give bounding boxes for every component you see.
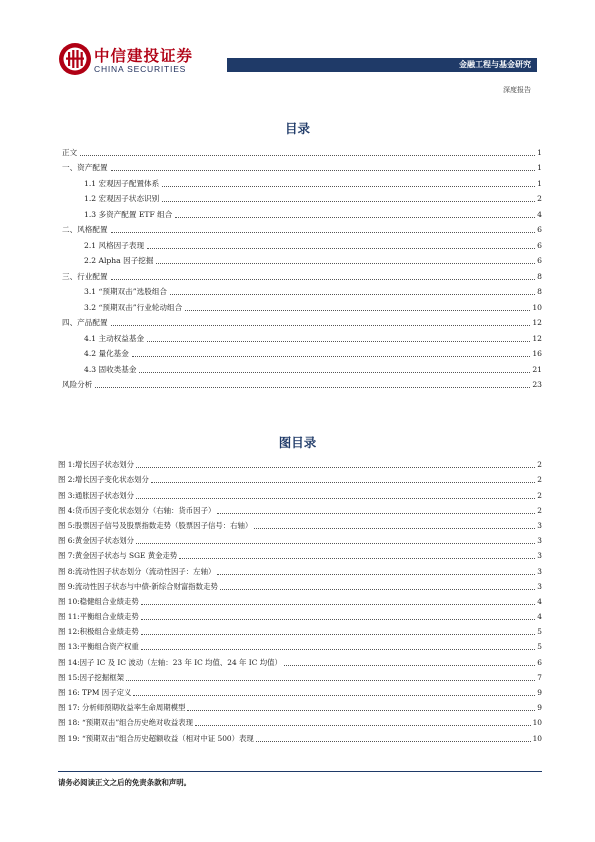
- figure-index-entry-page: 7: [537, 672, 542, 682]
- toc-entry[interactable]: [62, 189, 542, 205]
- dot-leader: [147, 248, 535, 249]
- toc-entry-page: 21: [532, 364, 542, 374]
- toc-entry[interactable]: [62, 375, 542, 391]
- figure-index-entry-page: 10: [532, 718, 542, 728]
- toc-entry-page: 6: [537, 256, 542, 265]
- toc-entry-page: 12: [532, 333, 542, 343]
- toc-entry[interactable]: [62, 297, 542, 313]
- figure-index-entry-label: 图 15:因子挖掘框架: [58, 672, 124, 682]
- toc-entry-page: 10: [532, 302, 542, 312]
- figure-index-entry[interactable]: [58, 637, 542, 652]
- dot-leader: [136, 543, 535, 544]
- dot-leader: [175, 217, 535, 218]
- dot-leader: [185, 310, 530, 311]
- figure-index-entry[interactable]: [58, 577, 542, 592]
- figure-index-entry[interactable]: [58, 668, 542, 683]
- figure-index-entry-page: 2: [537, 460, 542, 470]
- figure-index-entry-page: 2: [537, 505, 542, 515]
- toc-entry-label: 1.2 宏观因子状态识别: [84, 194, 160, 203]
- department-banner-label: 金融工程与基金研究: [459, 60, 531, 69]
- dot-leader: [195, 725, 531, 726]
- toc-entry-label: 3.2 “预期双击”行业轮动组合: [84, 302, 183, 312]
- toc-entry-page: 1: [537, 163, 542, 172]
- figure-index: [58, 455, 542, 744]
- figure-index-entry-page: 6: [537, 657, 542, 667]
- figure-index-entry-page: 10: [532, 733, 542, 743]
- toc-entry-page: 8: [537, 271, 542, 281]
- dot-leader: [220, 589, 535, 590]
- toc-entry[interactable]: [62, 142, 542, 158]
- dot-leader: [151, 482, 535, 483]
- toc-entry[interactable]: [62, 158, 542, 174]
- figure-index-entry-page: 9: [537, 688, 542, 697]
- toc-entry[interactable]: [62, 235, 542, 251]
- figure-index-entry-label: 图 2:增长因子变化状态划分: [58, 475, 149, 485]
- figure-index-entry[interactable]: [58, 470, 542, 485]
- figure-index-entry-page: 3: [537, 581, 542, 591]
- toc-entry[interactable]: [62, 266, 542, 282]
- toc-title: 目录: [284, 121, 310, 136]
- toc-entry-page: 1: [537, 147, 542, 157]
- toc-entry[interactable]: [62, 204, 542, 220]
- brand-name-chinese: 中信建投证券: [94, 47, 194, 65]
- toc-entry-label: 三、行业配置: [62, 271, 108, 281]
- figure-index-entry-label: 图 7:黄金因子状态与 SGE 黄金走势: [58, 551, 178, 561]
- toc-entry[interactable]: [62, 328, 542, 344]
- figure-index-entry-page: 2: [537, 475, 542, 485]
- figure-index-entry-page: 4: [537, 612, 542, 622]
- toc-entry-page: 4: [537, 209, 542, 219]
- dot-leader: [217, 574, 535, 575]
- toc-entry-label: 二、风格配置: [62, 225, 108, 234]
- dot-leader: [136, 467, 535, 468]
- dot-leader: [95, 387, 530, 388]
- dot-leader: [162, 201, 535, 202]
- dot-leader: [141, 634, 536, 635]
- toc-entry-label: 一、资产配置: [62, 163, 108, 172]
- figure-index-entry-label: 图 9:流动性因子状态与中债-新综合财富指数走势: [58, 581, 218, 591]
- figure-index-entry[interactable]: [58, 683, 542, 698]
- dot-leader: [179, 558, 535, 559]
- page-header: [0, 0, 595, 95]
- dot-leader: [111, 170, 536, 171]
- figure-index-entry-page: 3: [537, 551, 542, 561]
- toc-entry-page: 6: [537, 240, 542, 250]
- figure-index-entry[interactable]: [58, 561, 542, 576]
- toc-entry[interactable]: [62, 220, 542, 236]
- figure-index-entry[interactable]: [58, 622, 542, 637]
- toc-entry[interactable]: [62, 359, 542, 375]
- figure-index-entry-page: 5: [537, 627, 542, 637]
- dot-leader: [256, 741, 531, 742]
- department-banner: [227, 58, 537, 72]
- figure-index-entry-label: 图 4:货币因子变化状态划分（右轴：货币因子）: [58, 505, 216, 515]
- figure-index-entry-label: 图 10:稳健组合业绩走势: [58, 596, 139, 606]
- figure-index-entry[interactable]: [58, 546, 542, 561]
- figure-index-entry-label: 图 12:积极组合业绩走势: [58, 627, 139, 637]
- toc-entry-page: 23: [532, 380, 542, 389]
- dot-leader: [80, 155, 535, 156]
- toc-entry[interactable]: [62, 173, 542, 189]
- dot-leader: [111, 279, 536, 280]
- toc-entry-page: 6: [537, 225, 542, 234]
- figure-index-entry[interactable]: [58, 713, 542, 728]
- toc-entry-label: 1.3 多资产配置 ETF 组合: [84, 209, 173, 219]
- toc-entry[interactable]: [62, 313, 542, 329]
- dot-leader: [254, 528, 535, 529]
- toc-entry-label: 四、产品配置: [62, 318, 108, 327]
- figure-index-entry[interactable]: [58, 652, 542, 667]
- toc-entry[interactable]: [62, 282, 542, 298]
- figure-index-entry[interactable]: [58, 516, 542, 531]
- figure-index-entry-page: 4: [537, 596, 542, 606]
- footer-disclaimer: 请务必阅读正文之后的免责条款和声明。: [58, 778, 192, 787]
- figure-index-entry[interactable]: [58, 455, 542, 470]
- dot-leader: [132, 356, 530, 357]
- figure-index-entry-label: 图 11:平衡组合业绩走势: [58, 612, 139, 622]
- figure-index-entry-label: 图 13:平衡组合资产权重: [58, 642, 139, 652]
- figure-index-entry[interactable]: [58, 485, 542, 500]
- footer-divider: [58, 771, 542, 772]
- report-type-label: 深度报告: [503, 86, 531, 94]
- figure-index-entry[interactable]: [58, 698, 542, 713]
- toc-entry-label: 4.3 固收类基金: [84, 364, 137, 374]
- figure-index-entry[interactable]: [58, 501, 542, 516]
- dot-leader: [156, 263, 535, 264]
- dot-leader: [133, 695, 535, 696]
- dot-leader: [111, 325, 531, 326]
- toc-entry-label: 3.1 “预期双击”选股组合: [84, 287, 168, 296]
- dot-leader: [141, 619, 536, 620]
- dot-leader: [126, 680, 535, 681]
- toc-entry[interactable]: [62, 251, 542, 267]
- figure-index-entry[interactable]: [58, 531, 542, 546]
- toc-entry[interactable]: [62, 344, 542, 360]
- figure-index-title: 图目录: [278, 435, 317, 450]
- figure-index-entry-label: 图 19: “预期双击”组合历史超额收益（相对中证 500）表现: [58, 733, 254, 743]
- brand-name-english: CHINA SECURITIES: [94, 64, 187, 74]
- figure-index-entry-label: 图 17: 分析师预期收益率生命周期模型: [58, 703, 186, 713]
- toc-entry-page: 12: [532, 318, 542, 327]
- dot-leader: [141, 649, 536, 650]
- toc-entry-page: 8: [537, 287, 542, 296]
- figure-index-entry-label: 图 5:股票因子信号及股票指数走势（股票因子信号：右轴）: [58, 520, 253, 530]
- dot-leader: [136, 498, 535, 499]
- toc-entry-label: 2.2 Alpha 因子挖掘: [84, 256, 154, 265]
- dot-leader: [284, 665, 535, 666]
- figure-index-entry-label: 图 18: “预期双击”组合历史绝对收益表现: [58, 718, 194, 728]
- toc-entry-label: 4.1 主动权益基金: [84, 333, 145, 343]
- figure-index-entry-page: 9: [537, 703, 542, 713]
- toc-entry-page: 16: [532, 349, 542, 358]
- toc-entry-label: 风险分析: [62, 380, 93, 389]
- toc-entry-label: 正文: [62, 147, 78, 157]
- figure-index-entry-page: 5: [537, 642, 542, 652]
- figure-index-entry-page: 3: [537, 566, 542, 576]
- dot-leader: [170, 294, 535, 295]
- figure-index-entry-label: 图 6:黄金因子状态划分: [58, 536, 135, 546]
- dot-leader: [141, 604, 536, 605]
- figure-index-entry-page: 3: [537, 536, 542, 546]
- figure-index-entry[interactable]: [58, 607, 542, 622]
- toc-entry-page: 1: [537, 178, 542, 188]
- dot-leader: [147, 341, 530, 342]
- toc-entry-label: 4.2 量化基金: [84, 349, 129, 358]
- dot-leader: [162, 186, 535, 187]
- china-securities-logo-icon: [58, 42, 92, 76]
- figure-index-entry-label: 图 1:增长因子状态划分: [58, 460, 135, 470]
- figure-index-entry[interactable]: [58, 728, 542, 743]
- table-of-contents: [62, 142, 542, 390]
- figure-index-entry-label: 图 3:通胀因子状态划分: [58, 490, 135, 500]
- dot-leader: [139, 372, 530, 373]
- figure-index-entry-label: 图 8:流动性因子状态划分（流动性因子：左轴）: [58, 566, 216, 576]
- figure-index-entry[interactable]: [58, 592, 542, 607]
- toc-entry-label: 2.1 风格因子表现: [84, 240, 145, 250]
- figure-index-entry-page: 2: [537, 490, 542, 500]
- dot-leader: [217, 513, 535, 514]
- dot-leader: [111, 232, 536, 233]
- figure-index-entry-label: 图 14:因子 IC 及 IC 波动（左轴：23 年 IC 均值、24 年 IC 均值）: [58, 657, 282, 667]
- toc-entry-page: 2: [537, 194, 542, 203]
- dot-leader: [187, 710, 535, 711]
- toc-entry-label: 1.1 宏观因子配置体系: [84, 178, 160, 188]
- figure-index-entry-label: 图 16: TPM 因子定义: [58, 688, 132, 697]
- figure-index-entry-page: 3: [537, 520, 542, 530]
